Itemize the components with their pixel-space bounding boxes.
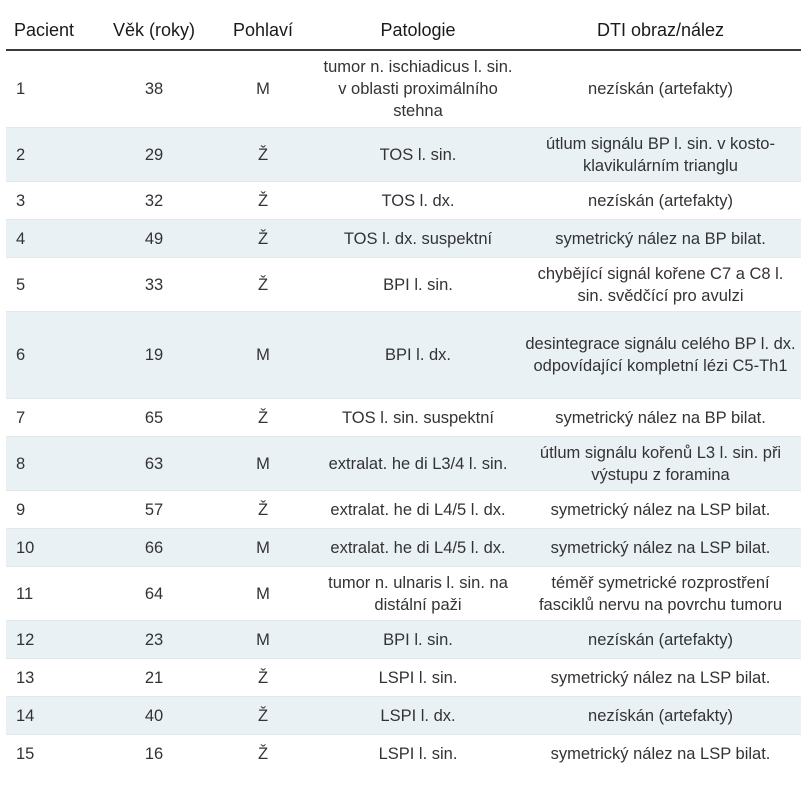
- cell-pacient: 10: [6, 529, 98, 567]
- table-row: [6, 50, 801, 128]
- table-row: [6, 735, 801, 773]
- cell-patologie: LSPI l. dx.: [316, 697, 520, 735]
- cell-pohlavi: Ž: [210, 399, 316, 437]
- cell-vek: 64: [98, 567, 210, 621]
- cell-dti: symetrický nález na LSP bilat.: [520, 529, 801, 567]
- cell-pacient: 7: [6, 399, 98, 437]
- cell-patologie: TOS l. dx. suspektní: [316, 220, 520, 258]
- cell-pacient: 1: [6, 50, 98, 128]
- cell-pacient: 14: [6, 697, 98, 735]
- cell-vek: 19: [98, 312, 210, 399]
- header-row: [6, 10, 801, 50]
- cell-patologie: TOS l. dx.: [316, 182, 520, 220]
- cell-vek: 65: [98, 399, 210, 437]
- cell-pohlavi: Ž: [257, 744, 269, 763]
- cell-pacient: 9: [6, 491, 98, 529]
- table-row: [6, 491, 801, 529]
- cell-pacient: 4: [6, 220, 98, 258]
- cell-pacient: 13: [6, 659, 98, 697]
- table-row: [6, 621, 801, 659]
- header-dti: DTI obraz/nález: [520, 10, 801, 50]
- cell-vek: 29: [98, 128, 210, 182]
- header-vek: Věk (roky): [98, 10, 210, 50]
- cell-vek: 32: [98, 182, 210, 220]
- table-body: [6, 50, 801, 772]
- cell-vek: 23: [98, 621, 210, 659]
- table-row: [6, 697, 801, 735]
- cell-vek: 63: [98, 437, 210, 491]
- cell-vek: 21: [98, 659, 210, 697]
- table-row: [6, 529, 801, 567]
- header-pohlavi: Pohlaví: [210, 10, 316, 50]
- table-row: [6, 567, 801, 621]
- cell-dti: útlum signálu BP l. sin. v kosto-klavikulárním trianglu: [520, 128, 801, 182]
- cell-pohlavi: Ž: [210, 220, 316, 258]
- cell-vek: 16: [144, 744, 164, 763]
- header-pacient: Pacient: [6, 10, 98, 50]
- cell-dti: symetrický nález na LSP bilat.: [520, 491, 801, 529]
- cell-dti: symetrický nález na LSP bilat.: [550, 744, 771, 763]
- cell-pacient: 2: [6, 128, 98, 182]
- cell-patologie: LSPI l. sin.: [316, 659, 520, 697]
- cell-dti: nezískán (artefakty): [520, 50, 801, 128]
- cell-dti: útlum signálu kořenů L3 l. sin. při výstupu z foramina: [520, 437, 801, 491]
- cell-pohlavi: M: [210, 529, 316, 567]
- cell-pohlavi: Ž: [210, 128, 316, 182]
- cell-vek: 33: [98, 258, 210, 312]
- patient-table-container: [6, 10, 801, 772]
- cell-patologie: BPI l. dx.: [316, 312, 520, 399]
- cell-pacient: 3: [6, 182, 98, 220]
- cell-pohlavi: M: [210, 312, 316, 399]
- cell-dti: nezískán (artefakty): [520, 621, 801, 659]
- cell-patologie: LSPI l. sin.: [378, 744, 458, 763]
- cell-vek: 66: [98, 529, 210, 567]
- cell-patologie: tumor n. ulnaris l. sin. na distální paži: [316, 567, 520, 621]
- cell-pohlavi: Ž: [210, 182, 316, 220]
- cell-patologie: extralat. he di L4/5 l. dx.: [316, 529, 520, 567]
- cell-dti: symetrický nález na BP bilat.: [520, 220, 801, 258]
- cell-pacient: 6: [6, 312, 98, 399]
- cell-vek: 38: [98, 50, 210, 128]
- cell-dti: desintegrace signálu celého BP l. dx. odpovídající kompletní lézi C5-Th1: [520, 312, 801, 399]
- table-row: [6, 399, 801, 437]
- cell-patologie: BPI l. sin.: [316, 621, 520, 659]
- cell-dti: chybějící signál kořene C7 a C8 l. sin. svědčící pro avulzi: [520, 258, 801, 312]
- cell-pohlavi: Ž: [210, 258, 316, 312]
- header-patologie: Patologie: [316, 10, 520, 50]
- cell-patologie: BPI l. sin.: [316, 258, 520, 312]
- cell-pacient: 5: [6, 258, 98, 312]
- cell-patologie: extralat. he di L4/5 l. dx.: [316, 491, 520, 529]
- cell-pohlavi: M: [210, 567, 316, 621]
- cell-patologie: TOS l. sin.: [316, 128, 520, 182]
- cell-pacient: 15: [16, 744, 35, 763]
- cell-pohlavi: Ž: [210, 491, 316, 529]
- table-row: [6, 659, 801, 697]
- cell-pacient: 8: [6, 437, 98, 491]
- cell-pohlavi: Ž: [210, 659, 316, 697]
- table-header: [6, 10, 801, 50]
- cell-vek: 40: [98, 697, 210, 735]
- table-row: [6, 437, 801, 491]
- cell-dti: téměř symetrické rozprostření fasciklů nervu na povrchu tumoru: [520, 567, 801, 621]
- cell-dti: symetrický nález na BP bilat.: [520, 399, 801, 437]
- cell-vek: 49: [98, 220, 210, 258]
- cell-pohlavi: M: [210, 50, 316, 128]
- cell-dti: nezískán (artefakty): [520, 697, 801, 735]
- cell-patologie: TOS l. sin. suspektní: [316, 399, 520, 437]
- cell-pacient: 11: [6, 567, 98, 621]
- cell-dti: nezískán (artefakty): [520, 182, 801, 220]
- cell-pacient: 12: [6, 621, 98, 659]
- table-row: [6, 220, 801, 258]
- cell-patologie: tumor n. ischiadicus l. sin. v oblasti proximálního stehna: [316, 50, 520, 128]
- patient-dti-table: [6, 10, 801, 772]
- cell-pohlavi: M: [210, 621, 316, 659]
- table-row: [6, 258, 801, 312]
- cell-dti: symetrický nález na LSP bilat.: [520, 659, 801, 697]
- cell-pohlavi: Ž: [210, 697, 316, 735]
- cell-patologie: extralat. he di L3/4 l. sin.: [316, 437, 520, 491]
- table-row: [6, 128, 801, 182]
- table-row: [6, 182, 801, 220]
- cell-vek: 57: [98, 491, 210, 529]
- cell-pohlavi: M: [210, 437, 316, 491]
- table-row: [6, 312, 801, 399]
